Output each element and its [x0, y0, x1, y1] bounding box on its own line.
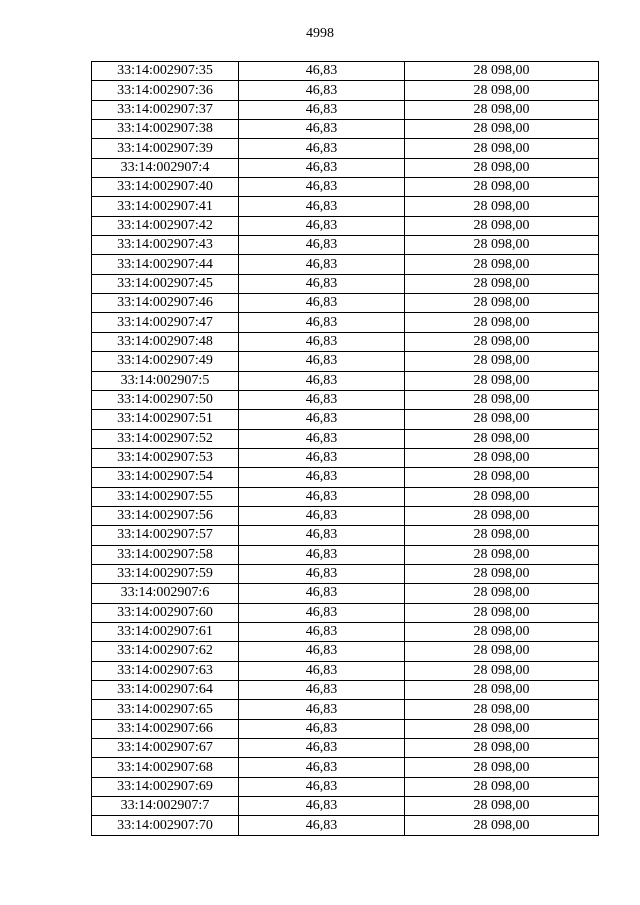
table-row: [92, 777, 599, 796]
cadastral-number-cell: 33:14:002907:6: [92, 584, 239, 603]
table-row: [92, 719, 599, 738]
table-row: [92, 255, 599, 274]
value-cell: 28 098,00: [405, 139, 599, 158]
area-cell: 46,83: [239, 429, 405, 448]
cadastral-number-cell: 33:14:002907:55: [92, 487, 239, 506]
table-row: [92, 816, 599, 835]
area-cell: 46,83: [239, 603, 405, 622]
value-cell: 28 098,00: [405, 816, 599, 835]
area-cell: 46,83: [239, 390, 405, 409]
value-cell: 28 098,00: [405, 236, 599, 255]
value-cell: 28 098,00: [405, 178, 599, 197]
area-cell: 46,83: [239, 158, 405, 177]
cadastral-number-cell: 33:14:002907:46: [92, 294, 239, 313]
table-row: [92, 545, 599, 564]
value-cell: 28 098,00: [405, 100, 599, 119]
table-row: [92, 332, 599, 351]
table-row: [92, 100, 599, 119]
cadastral-number-cell: 33:14:002907:53: [92, 448, 239, 467]
cadastral-number-cell: 33:14:002907:36: [92, 81, 239, 100]
area-cell: 46,83: [239, 352, 405, 371]
table-row: [92, 410, 599, 429]
area-cell: 46,83: [239, 448, 405, 467]
cadastral-number-cell: 33:14:002907:64: [92, 681, 239, 700]
value-cell: 28 098,00: [405, 584, 599, 603]
table-row: [92, 81, 599, 100]
table-row: [92, 564, 599, 583]
area-cell: 46,83: [239, 816, 405, 835]
area-cell: 46,83: [239, 294, 405, 313]
cadastral-number-cell: 33:14:002907:56: [92, 506, 239, 525]
table-row: [92, 739, 599, 758]
area-cell: 46,83: [239, 526, 405, 545]
cadastral-number-cell: 33:14:002907:40: [92, 178, 239, 197]
table-row: [92, 216, 599, 235]
value-cell: 28 098,00: [405, 81, 599, 100]
value-cell: 28 098,00: [405, 642, 599, 661]
cadastral-number-cell: 33:14:002907:47: [92, 313, 239, 332]
table-row: [92, 429, 599, 448]
cadastral-number-cell: 33:14:002907:68: [92, 758, 239, 777]
table-row: [92, 197, 599, 216]
cadastral-number-cell: 33:14:002907:44: [92, 255, 239, 274]
cadastral-number-cell: 33:14:002907:7: [92, 797, 239, 816]
table-row: [92, 178, 599, 197]
area-cell: 46,83: [239, 139, 405, 158]
cadastral-number-cell: 33:14:002907:69: [92, 777, 239, 796]
cadastral-number-cell: 33:14:002907:35: [92, 62, 239, 81]
table-row: [92, 352, 599, 371]
area-cell: 46,83: [239, 564, 405, 583]
value-cell: 28 098,00: [405, 700, 599, 719]
table-row: [92, 661, 599, 680]
table-row: [92, 700, 599, 719]
cadastral-number-cell: 33:14:002907:4: [92, 158, 239, 177]
value-cell: 28 098,00: [405, 545, 599, 564]
value-cell: 28 098,00: [405, 661, 599, 680]
area-cell: 46,83: [239, 661, 405, 680]
value-cell: 28 098,00: [405, 197, 599, 216]
area-cell: 46,83: [239, 81, 405, 100]
value-cell: 28 098,00: [405, 448, 599, 467]
area-cell: 46,83: [239, 506, 405, 525]
table-row: [92, 622, 599, 641]
area-cell: 46,83: [239, 719, 405, 738]
area-cell: 46,83: [239, 777, 405, 796]
table-row: [92, 487, 599, 506]
area-cell: 46,83: [239, 255, 405, 274]
area-cell: 46,83: [239, 681, 405, 700]
cadastral-number-cell: 33:14:002907:70: [92, 816, 239, 835]
value-cell: 28 098,00: [405, 429, 599, 448]
value-cell: 28 098,00: [405, 622, 599, 641]
area-cell: 46,83: [239, 545, 405, 564]
area-cell: 46,83: [239, 62, 405, 81]
area-cell: 46,83: [239, 178, 405, 197]
value-cell: 28 098,00: [405, 120, 599, 139]
area-cell: 46,83: [239, 236, 405, 255]
cadastral-number-cell: 33:14:002907:45: [92, 274, 239, 293]
area-cell: 46,83: [239, 584, 405, 603]
page-number: 4998: [306, 26, 334, 41]
cadastral-number-cell: 33:14:002907:51: [92, 410, 239, 429]
area-cell: 46,83: [239, 487, 405, 506]
value-cell: 28 098,00: [405, 487, 599, 506]
cadastral-number-cell: 33:14:002907:60: [92, 603, 239, 622]
value-cell: 28 098,00: [405, 681, 599, 700]
cadastral-number-cell: 33:14:002907:38: [92, 120, 239, 139]
table-row: [92, 758, 599, 777]
value-cell: 28 098,00: [405, 390, 599, 409]
value-cell: 28 098,00: [405, 468, 599, 487]
cadastral-number-cell: 33:14:002907:37: [92, 100, 239, 119]
cadastral-number-cell: 33:14:002907:62: [92, 642, 239, 661]
cadastral-table: [91, 61, 599, 836]
table-row: [92, 371, 599, 390]
table-row: [92, 681, 599, 700]
value-cell: 28 098,00: [405, 255, 599, 274]
value-cell: 28 098,00: [405, 758, 599, 777]
cadastral-number-cell: 33:14:002907:49: [92, 352, 239, 371]
cadastral-number-cell: 33:14:002907:66: [92, 719, 239, 738]
table-row: [92, 294, 599, 313]
value-cell: 28 098,00: [405, 797, 599, 816]
area-cell: 46,83: [239, 700, 405, 719]
table-row: [92, 603, 599, 622]
table-row: [92, 526, 599, 545]
table-row: [92, 797, 599, 816]
table-row: [92, 448, 599, 467]
area-cell: 46,83: [239, 197, 405, 216]
value-cell: 28 098,00: [405, 216, 599, 235]
table-row: [92, 468, 599, 487]
value-cell: 28 098,00: [405, 332, 599, 351]
table-row: [92, 274, 599, 293]
value-cell: 28 098,00: [405, 777, 599, 796]
area-cell: 46,83: [239, 371, 405, 390]
area-cell: 46,83: [239, 332, 405, 351]
cadastral-number-cell: 33:14:002907:57: [92, 526, 239, 545]
cadastral-number-cell: 33:14:002907:54: [92, 468, 239, 487]
cadastral-number-cell: 33:14:002907:59: [92, 564, 239, 583]
area-cell: 46,83: [239, 216, 405, 235]
area-cell: 46,83: [239, 100, 405, 119]
value-cell: 28 098,00: [405, 506, 599, 525]
cadastral-number-cell: 33:14:002907:52: [92, 429, 239, 448]
table-row: [92, 158, 599, 177]
cadastral-number-cell: 33:14:002907:65: [92, 700, 239, 719]
area-cell: 46,83: [239, 274, 405, 293]
table-row: [92, 62, 599, 81]
value-cell: 28 098,00: [405, 564, 599, 583]
cadastral-number-cell: 33:14:002907:58: [92, 545, 239, 564]
cadastral-number-cell: 33:14:002907:48: [92, 332, 239, 351]
cadastral-number-cell: 33:14:002907:42: [92, 216, 239, 235]
value-cell: 28 098,00: [405, 371, 599, 390]
cadastral-number-cell: 33:14:002907:67: [92, 739, 239, 758]
table-body: [92, 62, 599, 836]
area-cell: 46,83: [239, 797, 405, 816]
area-cell: 46,83: [239, 410, 405, 429]
area-cell: 46,83: [239, 313, 405, 332]
area-cell: 46,83: [239, 622, 405, 641]
area-cell: 46,83: [239, 739, 405, 758]
table-row: [92, 139, 599, 158]
value-cell: 28 098,00: [405, 313, 599, 332]
table-row: [92, 236, 599, 255]
value-cell: 28 098,00: [405, 158, 599, 177]
value-cell: 28 098,00: [405, 526, 599, 545]
value-cell: 28 098,00: [405, 352, 599, 371]
value-cell: 28 098,00: [405, 62, 599, 81]
value-cell: 28 098,00: [405, 294, 599, 313]
cadastral-number-cell: 33:14:002907:43: [92, 236, 239, 255]
area-cell: 46,83: [239, 642, 405, 661]
table-row: [92, 390, 599, 409]
value-cell: 28 098,00: [405, 274, 599, 293]
area-cell: 46,83: [239, 120, 405, 139]
cadastral-number-cell: 33:14:002907:39: [92, 139, 239, 158]
table-row: [92, 584, 599, 603]
value-cell: 28 098,00: [405, 410, 599, 429]
area-cell: 46,83: [239, 468, 405, 487]
cadastral-number-cell: 33:14:002907:5: [92, 371, 239, 390]
cadastral-number-cell: 33:14:002907:50: [92, 390, 239, 409]
table-row: [92, 120, 599, 139]
table-row: [92, 506, 599, 525]
table-row: [92, 313, 599, 332]
cadastral-number-cell: 33:14:002907:61: [92, 622, 239, 641]
value-cell: 28 098,00: [405, 603, 599, 622]
table-row: [92, 642, 599, 661]
cadastral-number-cell: 33:14:002907:63: [92, 661, 239, 680]
cadastral-number-cell: 33:14:002907:41: [92, 197, 239, 216]
value-cell: 28 098,00: [405, 719, 599, 738]
area-cell: 46,83: [239, 758, 405, 777]
value-cell: 28 098,00: [405, 739, 599, 758]
